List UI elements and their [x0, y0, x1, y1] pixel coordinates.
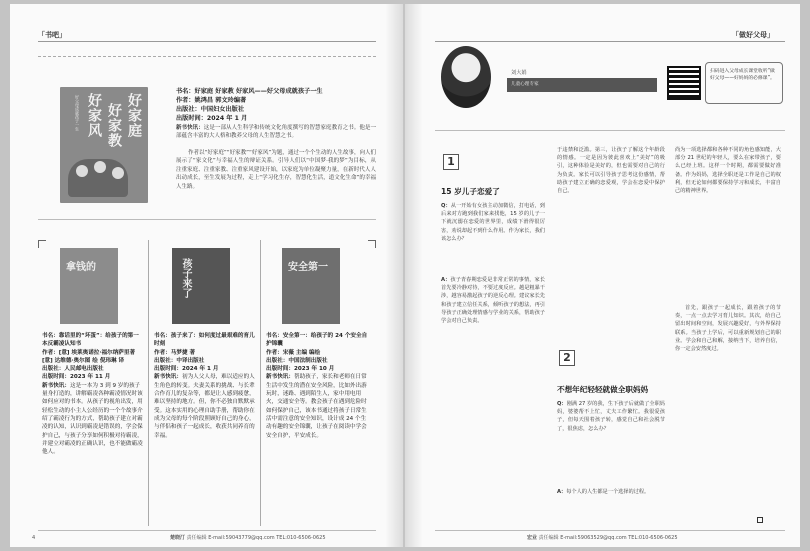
book-cover-1: [60, 248, 118, 324]
dotted-rule: [38, 56, 376, 57]
book-1-title: 书名：靠话里的“坏蛋”：给孩子的第一本反霸凌认知书: [42, 333, 139, 348]
editor-email: E-mail:59063529@qq.com: [560, 535, 627, 541]
author-title: 儿童心理专家: [511, 82, 539, 87]
book-1-review-label: 新书快讯：: [42, 382, 70, 389]
book-cover-2: [172, 248, 230, 324]
question-title-2: 不想年纪轻轻就做全职妈妈: [557, 385, 649, 394]
book-2-review: 初为人父人母，难以适应的人生角色的转变。夫妻关系的挑战、与长辈合作育儿的复杂等，都是让人感到疲惫，难以坚持的地方。但，你不必独自默默承受。这本实用的心理自助手册，帮助你在成为父母的每个阶段照顾好自己的身心，与伴侣和孩子一起成长，收获共同养育的幸福。: [154, 374, 255, 439]
book-2-title: 书名：孩子来了：如何度过最艰难的育儿时刻: [154, 333, 255, 348]
editor-label: 责任编辑: [186, 535, 207, 541]
author-name: 刘大娟: [511, 70, 527, 76]
book-2-date: 出版时间：2024 年 1 月: [154, 366, 219, 373]
featured-book-review-2: 作者以“好家庭”“好家教”“好家风”为题，通过一个个生动的人生故事，向人们展示了“家文化”与幸福人生的辩证关系。引导人们以“中国梦·我的梦”为目标，从注重家庭、注重家教、注重家风建设开始，以家庭为单位凝聚力量，在新时代人人出动成长，至生发展为过程，走上“学习化生存，智慧化生活，道文化生命”的幸福人生路。: [176, 150, 376, 190]
a-text: 每个人的人生都是一个选择的过程。: [566, 489, 650, 495]
qr-note: 扫码进入父母成长课堂收听“做好父母——好妈妈的必修课”。: [710, 69, 775, 81]
footer-rule: [435, 530, 785, 531]
book-cover-1-text: 拿钱的: [66, 262, 96, 273]
book-date: 出版时间：2024 年 1 月: [176, 115, 248, 122]
cover-face: [112, 167, 124, 179]
question-title-1: 15 岁儿子恋爱了: [441, 187, 500, 196]
left-footer: [170, 534, 390, 541]
cover-face: [76, 165, 88, 177]
column-divider: [148, 240, 149, 526]
book-cover-3: [282, 248, 340, 324]
q-label: Q：: [557, 401, 567, 407]
section-rule: [435, 130, 785, 131]
featured-book-review: [176, 124, 376, 141]
book-info-3: [266, 332, 370, 440]
book-info-1: [42, 332, 144, 456]
right-footer: [527, 534, 767, 541]
book-1-date: 出版时间：2023 年 11 月: [42, 374, 111, 381]
column-tag: 「书吧」: [38, 31, 66, 39]
book-info-2: [154, 332, 256, 440]
left-page: [10, 4, 403, 547]
editor-name: 楚晓汀: [170, 535, 186, 541]
question-2-a: [557, 488, 665, 496]
end-mark-icon: [757, 508, 763, 527]
featured-book-cover: [60, 87, 148, 203]
author-avatar: [441, 46, 491, 108]
cover-subtitle: 好父母成就孩子一生: [75, 95, 80, 131]
right-column-text-2: 首先，跟孩子一起成长，跟着孩子的节奏，一点一点去学习育儿知识。其次，给自己留出时间和空间，发展兴趣爱好，与外界保持联系。当孩子上学后，可以重新规划自己的职业。学会和自己和解，接纳当下，培养自信，你一定会安然度过。: [675, 305, 781, 353]
editor-tel: TEL:010-6506-0625: [276, 535, 326, 541]
book-cover-3-text: 安全第一: [288, 262, 328, 273]
book-2-publisher: 出版社：中译出版社: [154, 357, 205, 364]
book-2-author: 作者：马梦捷 著: [154, 349, 196, 356]
middle-column-text: 于违禁和泛滥。第三，让孩子了解这个年龄段的情感。一定是因为彼此喜欢上“美好”的吸引，这种体验是美好的，但也需要对自己的行为负责。家长可以引导孩子思考这份感情，帮助孩子建立正确的恋爱观，学会在恋爱中保护自己。: [557, 147, 665, 195]
section-divider: [38, 219, 376, 220]
q-label: Q：: [441, 203, 451, 209]
frame-corner: [38, 240, 46, 248]
book-publisher: 出版社：中国妇女出版社: [176, 106, 245, 113]
question-2-q: [557, 400, 665, 433]
book-3-review-label: 新书快讯：: [266, 374, 294, 381]
book-2-review-label: 新书快讯：: [154, 374, 182, 381]
editor-tel: TEL:010-6506-0625: [628, 535, 678, 541]
review-label: 新书快讯：: [176, 125, 204, 131]
book-3-review: 帮助孩子，家长和老师在日常生活中发生的潜在安全风险，比如外出游玩时，迷路、遇到陌生人，家中用电用火，交通安全等。教会孩子在遇到危险时如何保护自己，该本书通过将孩子日常生活中需注意的安全知识，设计成 24 个生动有趣的安全锦囊，让孩子在阅读中学会安全自护，平安成长。: [266, 374, 367, 439]
header-rule: [435, 41, 785, 42]
column-divider: [260, 240, 261, 526]
book-3-date: 出版时间：2023 年 10 月: [266, 366, 335, 373]
q-text: 从一开始有女孩主动加微信，打电话，到后来对方跑到我们家来找他，15 岁的儿子一下就沉溺在恋爱的世界里，成绩下滑得很厉害，劝说却起不到什么作用。作为家长，我们该怎么办？: [441, 203, 545, 242]
book-3-publisher: 出版社：中国法制出版社: [266, 357, 328, 364]
question-number-2: 2: [559, 350, 575, 366]
book-1-author: 作者：[意] 埃莱奥诺拉·福尔纳萨里著 [意] 达维德·奥尔图 绘 倪玮琳 译: [42, 349, 136, 364]
book-title: 书名：好家庭 好家教 好家风——好父母成就孩子一生: [176, 88, 323, 95]
question-number-1: 1: [443, 154, 459, 170]
book-1-review: 这是一本为 3 到 9 岁的孩子量身打造的，讲解霸凌各种霸凌情况时该如何应对的书本。从孩子的视角出发，用轻松生动的小主人公经历的一个个故事介绍了霸凌行为的方式，帮助孩子建立对霸凌的认知，认识到霸凌是错误的，学会保护自己，与孩子分享如何积极对待霸凌，并建立对霸凌的正确认识，也不能做霸凌他人。: [42, 382, 143, 456]
featured-book-info: [176, 87, 376, 123]
book-3-title: 书名：安全第一：给孩子的 24 个安全自护锦囊: [266, 333, 368, 348]
cover-face: [94, 161, 106, 173]
column-tag: 「做好父母」: [732, 31, 774, 39]
frame-corner: [368, 240, 376, 248]
book-1-publisher: 出版社：人民邮电出版社: [42, 366, 104, 373]
a-label: A：: [441, 277, 451, 283]
book-author: 作者：姚鸿昌 郭文玲编著: [176, 97, 247, 104]
question-1-a: [441, 276, 545, 325]
editor-label: 责任编辑: [538, 535, 559, 541]
cover-title-2: 好家教: [106, 103, 122, 148]
editor-email: E-mail:59043779@qq.com: [208, 535, 275, 541]
question-1-q: [441, 202, 545, 243]
header-rule: [38, 41, 376, 42]
right-column-text: 尚为一项选择都和各种不同的角色感知能，大部分 21 世纪的年轻人，要么在家带孩子，要么已经上班。这样一个时期，都需要做好准备。作为妈妈，选择全职还是工作是自己的权利，但无论如何都要保持学习和成长，丰富自己的精神世界。: [675, 147, 781, 195]
review-text: 这是一部从人生科学和传统文化角度撰写的智慧家庭教育之书。他是一部蕴含丰富的大人格和教养父母的人生智慧之书。: [176, 125, 376, 140]
book-cover-2-text: 孩子来了: [180, 258, 191, 298]
gutter-shadow: [405, 4, 423, 547]
a-text: 孩子青春期恋爱是非常正常的事情，家长首先要冷静对待，不要过度反应。越是粗暴干涉，越容易激起孩子的逆反心理。建议家长先和孩子建立信任关系，倾听孩子的想法，再引导孩子正确处理情感与学业的关系，帮助孩子学会对自己负责。: [441, 277, 545, 325]
footer-rule: [38, 530, 376, 531]
qr-code-icon[interactable]: [667, 66, 701, 100]
a-label: A：: [557, 489, 567, 495]
page-number: 4: [32, 535, 36, 541]
q-text: 刚满 27 岁的我，生下孩子后就做了全职妈妈，婆婆帮不上忙，丈夫工作繁忙。我很爱孩子，但每天围着孩子转，感觉自己和社会脱节了，很焦虑，怎么办？: [557, 401, 665, 432]
gutter-shadow: [385, 4, 403, 547]
book-3-author: 作者：宋薇 主编 编绘: [266, 349, 321, 356]
right-page: [405, 4, 800, 547]
editor-name: 宏业: [527, 535, 538, 541]
cover-title-3: 好家庭: [126, 93, 142, 138]
cover-title-1: 好家风: [86, 93, 102, 138]
